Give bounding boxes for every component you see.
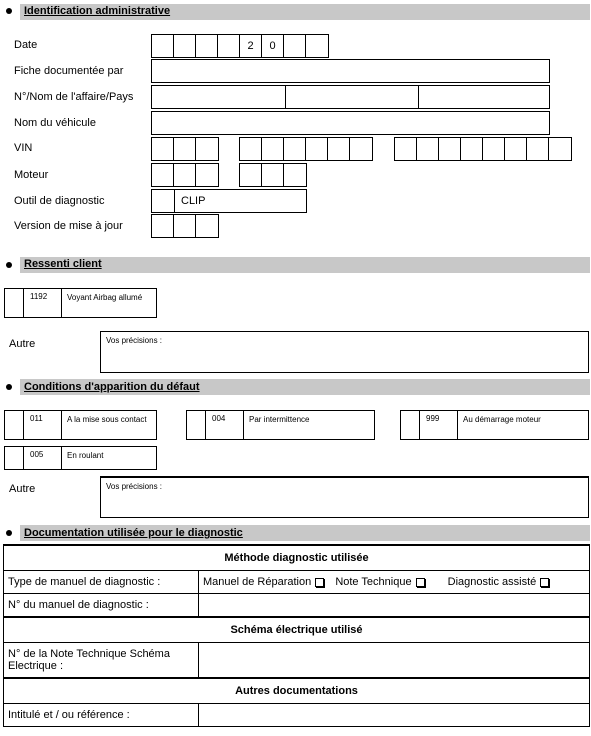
condition-checkbox[interactable] xyxy=(5,411,24,439)
date-cell[interactable] xyxy=(284,35,306,57)
vin-cell[interactable] xyxy=(527,138,549,160)
autres-header: Autres documentations xyxy=(4,678,590,704)
condition-box-005[interactable] xyxy=(4,446,157,470)
moteur-label: Moteur xyxy=(14,169,49,181)
affaire-field[interactable] xyxy=(151,85,550,109)
intitule-field[interactable] xyxy=(199,704,590,727)
num-manuel-label: N° du manuel de diagnostic : xyxy=(4,594,199,618)
date-cell[interactable] xyxy=(218,35,240,57)
vin-cell[interactable] xyxy=(350,138,372,160)
note-technique-checkbox[interactable] xyxy=(416,578,425,587)
section-title-identification: Identification administrative xyxy=(24,5,171,17)
outil-field[interactable] xyxy=(151,189,307,213)
option-manuel-reparation: Manuel de Réparation xyxy=(203,576,312,588)
version-field[interactable] xyxy=(151,214,219,238)
ressenti-precisions-field[interactable] xyxy=(100,331,589,373)
condition-checkbox[interactable] xyxy=(187,411,206,439)
option-diagnostic-assiste: Diagnostic assisté xyxy=(447,576,537,588)
section-bullet xyxy=(6,530,12,536)
affaire-field-num[interactable] xyxy=(152,86,286,108)
condition-code: 004 xyxy=(206,411,244,439)
date-cell[interactable] xyxy=(196,35,218,57)
condition-text: Par intermittence xyxy=(249,415,310,424)
condition-box-004[interactable] xyxy=(186,410,375,440)
condition-code: 005 xyxy=(24,447,62,469)
diagnostic-assiste-checkbox[interactable] xyxy=(540,578,549,587)
version-label: Version de mise à jour xyxy=(14,220,123,232)
vin-cell[interactable] xyxy=(505,138,527,160)
fiche-label: Fiche documentée par xyxy=(14,65,124,77)
methode-header: Méthode diagnostic utilisée xyxy=(4,545,590,571)
date-cell[interactable]: 0 xyxy=(262,35,284,57)
vin-cell[interactable] xyxy=(439,138,461,160)
ressenti-code-text: Voyant Airbag allumé xyxy=(67,293,143,302)
version-cell[interactable] xyxy=(152,215,174,237)
fiche-field[interactable] xyxy=(151,59,550,83)
condition-text: En roulant xyxy=(67,451,104,460)
vin-field-group-3[interactable] xyxy=(394,137,572,161)
vin-cell[interactable] xyxy=(417,138,439,160)
documentation-table xyxy=(3,544,590,727)
vin-cell[interactable] xyxy=(549,138,571,160)
outil-label: Outil de diagnostic xyxy=(14,195,105,207)
date-cell[interactable] xyxy=(174,35,196,57)
date-cell[interactable]: 2 xyxy=(240,35,262,57)
vin-cell[interactable] xyxy=(284,138,306,160)
outil-cell[interactable] xyxy=(152,190,175,212)
affaire-field-nom[interactable] xyxy=(286,86,419,108)
vin-cell[interactable] xyxy=(483,138,505,160)
date-field[interactable] xyxy=(151,34,329,58)
intitule-label: Intitulé et / ou référence : xyxy=(4,704,199,727)
date-label: Date xyxy=(14,39,38,51)
condition-checkbox[interactable] xyxy=(401,411,420,439)
vin-field-group-1[interactable] xyxy=(151,137,219,161)
vin-field-group-2[interactable] xyxy=(239,137,373,161)
schema-header: Schéma électrique utilisé xyxy=(4,617,590,643)
section-title-documentation: Documentation utilisée pour le diagnostic xyxy=(24,527,243,539)
vin-cell[interactable] xyxy=(174,138,196,160)
ressenti-checkbox[interactable] xyxy=(5,289,24,317)
moteur-cell[interactable] xyxy=(240,164,262,186)
conditions-precisions-label: Vos précisions : xyxy=(106,482,163,491)
outil-value: CLIP xyxy=(181,195,206,207)
ressenti-autre-label: Autre xyxy=(9,338,36,350)
vin-cell[interactable] xyxy=(461,138,483,160)
num-manuel-field[interactable] xyxy=(199,594,590,618)
num-note-field[interactable] xyxy=(199,643,590,679)
conditions-autre-label: Autre xyxy=(9,483,36,495)
affaire-field-pays[interactable] xyxy=(419,86,549,108)
ressenti-code: 1192 xyxy=(24,289,62,317)
date-cell[interactable] xyxy=(306,35,328,57)
affaire-label: N°/Nom de l'affaire/Pays xyxy=(14,91,134,103)
vin-cell[interactable] xyxy=(240,138,262,160)
section-header-bar xyxy=(20,257,590,273)
section-bullet xyxy=(6,8,12,14)
ressenti-code-box[interactable] xyxy=(4,288,157,318)
moteur-cell[interactable] xyxy=(262,164,284,186)
condition-text: A la mise sous contact xyxy=(67,415,147,424)
condition-box-999[interactable] xyxy=(400,410,589,440)
moteur-field-group-1[interactable] xyxy=(151,163,219,187)
date-cell[interactable] xyxy=(152,35,174,57)
vin-cell[interactable] xyxy=(306,138,328,160)
section-bullet xyxy=(6,262,12,268)
moteur-field-group-2[interactable] xyxy=(239,163,307,187)
section-title-ressenti: Ressenti client xyxy=(24,258,102,270)
condition-code: 999 xyxy=(420,411,458,439)
vehicule-field[interactable] xyxy=(151,111,550,135)
vin-cell[interactable] xyxy=(196,138,218,160)
moteur-cell[interactable] xyxy=(284,164,306,186)
condition-text: Au démarrage moteur xyxy=(463,415,541,424)
option-note-technique: Note Technique xyxy=(335,576,412,588)
moteur-cell[interactable] xyxy=(174,164,196,186)
section-title-conditions: Conditions d'apparition du défaut xyxy=(24,381,200,393)
type-manuel-label: Type de manuel de diagnostic : xyxy=(4,571,199,594)
vin-cell[interactable] xyxy=(395,138,417,160)
vin-label: VIN xyxy=(14,142,33,154)
vehicule-label: Nom du véhicule xyxy=(14,117,96,129)
moteur-cell[interactable] xyxy=(152,164,174,186)
vin-cell[interactable] xyxy=(152,138,174,160)
ressenti-precisions-label: Vos précisions : xyxy=(106,336,163,345)
manuel-reparation-checkbox[interactable] xyxy=(315,578,324,587)
type-manuel-options xyxy=(199,571,590,594)
version-cell[interactable] xyxy=(174,215,196,237)
version-cell[interactable] xyxy=(196,215,218,237)
vin-cell[interactable] xyxy=(262,138,284,160)
conditions-precisions-field[interactable] xyxy=(100,476,589,518)
condition-code: 011 xyxy=(24,411,62,439)
condition-box-011[interactable] xyxy=(4,410,157,440)
section-bullet xyxy=(6,384,12,390)
vin-cell[interactable] xyxy=(328,138,350,160)
moteur-cell[interactable] xyxy=(196,164,218,186)
num-note-label: N° de la Note Technique Schéma Electrique : xyxy=(4,643,199,679)
condition-checkbox[interactable] xyxy=(5,447,24,469)
